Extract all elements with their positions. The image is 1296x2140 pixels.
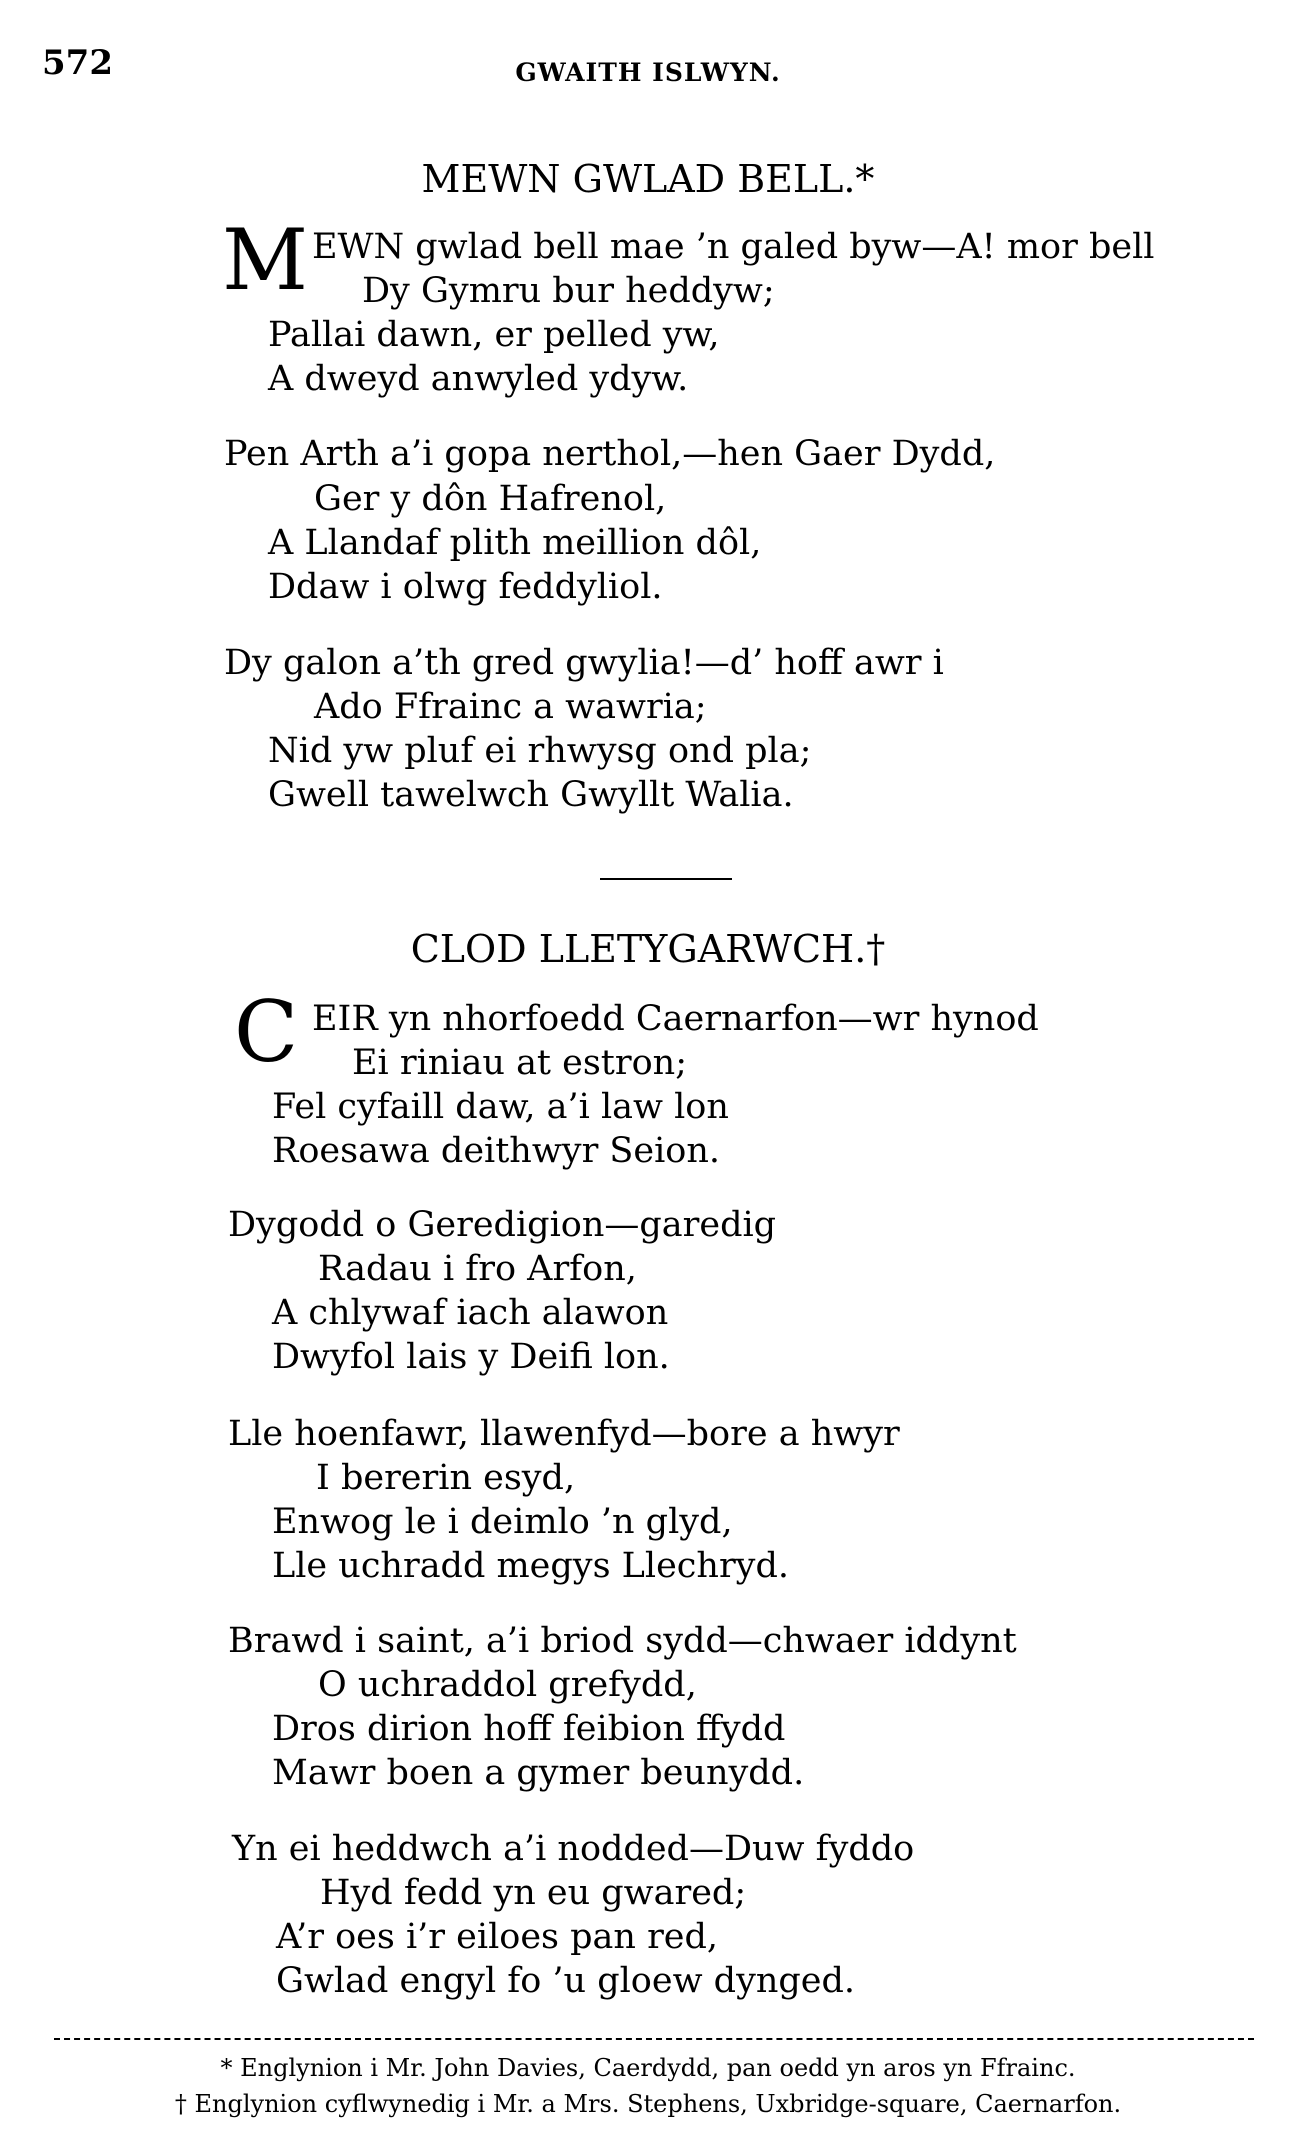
verse-line: A dweyd anwyled ydyw. (268, 359, 689, 399)
verse-line: EIR yn nhorfoedd Caernarfon—wr hynod (312, 999, 1039, 1039)
verse-line: Ado Ffrainc a wawria; (314, 687, 707, 727)
verse-line: Gwell tawelwch Gwyllt Walia. (268, 775, 794, 815)
verse-line: A Llandaf plith meillion dôl, (268, 523, 762, 563)
verse-line: A chlywaf iach alawon (272, 1293, 669, 1333)
verse-line: Brawd i saint, a’i briod sydd—chwaer iddynt (228, 1621, 1017, 1661)
verse-line: Fel cyfaill daw, a’i law lon (272, 1087, 729, 1127)
verse-line: Enwog le i deimlo ’n glyd, (272, 1502, 733, 1542)
drop-cap: C (234, 983, 299, 1081)
verse-line: A’r oes i’r eiloes pan red, (276, 1917, 719, 1957)
poem-title: CLOD LLETYGARWCH.† (410, 927, 886, 971)
verse-line: Ddaw i olwg feddyliol. (268, 567, 663, 607)
verse-line: Hyd fedd yn eu gwared; (320, 1873, 747, 1913)
verse-line: Mawr boen a gymer beunydd. (272, 1753, 805, 1793)
verse-line: Pen Arth a’i gopa nerthol,—hen Gaer Dydd, (224, 434, 996, 474)
footnote: † Englynion cyflwynedig i Mr. a Mrs. Stephens, Uxbridge-square, Caernarfon. (174, 2090, 1122, 2118)
verse-line: Gwlad engyl fo ’u gloew dynged. (276, 1961, 856, 2001)
section-divider (600, 878, 732, 880)
verse-line: Lle hoenfawr, llawenfyd—bore a hwyr (228, 1414, 900, 1454)
verse-line: Lle uchradd megys Llechryd. (272, 1546, 789, 1586)
verse-line: I bererin esyd, (316, 1458, 576, 1498)
verse-line: Ger y dôn Hafrenol, (314, 479, 667, 519)
drop-cap: M (222, 211, 309, 309)
verse-line: Dy Gymru bur heddyw; (362, 271, 775, 311)
verse-line: Dygodd o Geredigion—garedig (228, 1205, 777, 1245)
verse-line: O uchraddol grefydd, (318, 1665, 697, 1705)
footnote-divider (54, 2038, 1254, 2040)
poem-title: MEWN GWLAD BELL.* (421, 157, 875, 201)
verse-line: Dy galon a’th gred gwylia!—d’ hoff awr i (224, 643, 944, 683)
verse-line: Roesawa deithwyr Seion. (272, 1131, 721, 1171)
verse-line: Dros dirion hoff feibion ffydd (272, 1709, 786, 1749)
footnote: * Englynion i Mr. John Davies, Caerdydd, pan oedd yn aros yn Ffrainc. (220, 2054, 1076, 2082)
verse-line: Dwyfol lais y Deifi lon. (272, 1337, 670, 1377)
verse-line: EWN gwlad bell mae ’n galed byw—A! mor bell (312, 227, 1155, 267)
verse-line: Radau i fro Arfon, (318, 1249, 637, 1289)
verse-line: Yn ei heddwch a’i nodded—Duw fyddo (232, 1829, 915, 1869)
verse-line: Nid yw pluf ei rhwysg ond pla; (268, 731, 812, 771)
verse-line: Pallai dawn, er pelled yw, (268, 315, 720, 355)
running-head: GWAITH ISLWYN. (515, 58, 781, 87)
page-number: 572 (42, 43, 113, 83)
verse-line: Ei riniau at estron; (352, 1043, 687, 1083)
